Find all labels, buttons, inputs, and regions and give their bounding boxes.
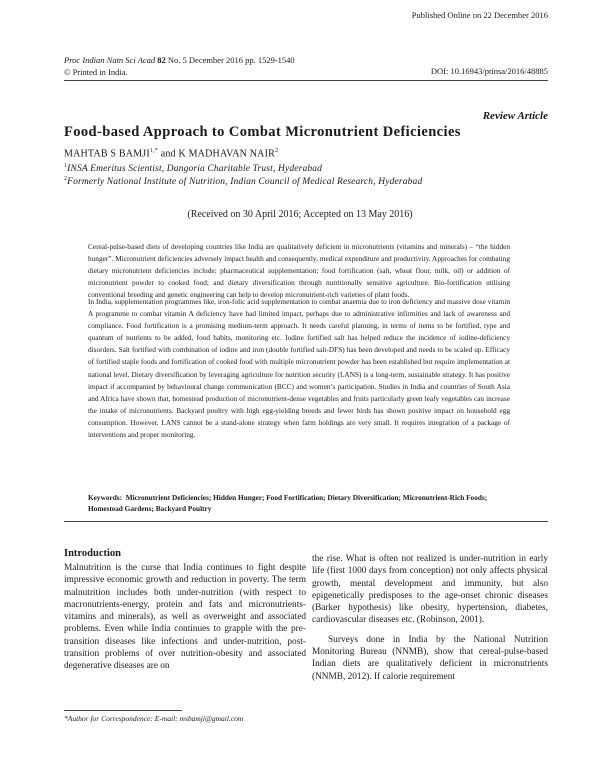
author-name: MAHTAB S BAMJI (64, 148, 150, 160)
journal-volume: 82 (157, 55, 166, 65)
author-conjunction: and (158, 148, 179, 160)
abstract-text: In India, supplementation programmes like, iron-folic acid supplementation to combat anaemia due to iron deficiency and massive dose vitamin A programme to combat vitamin A deficiency have had limited impact, perhaps due to administrative infirmities and lack of awareness and compliance. Food fortification is a promising medium-term approach. It needs careful planning, in terms of items to be fortified, type and quantum of nutrients to be added, food habits, monitoring etc. Iodine fortified salt has helped reduce the incidence of iodine-deficiency disorders. Salt fortified with combination of iodine and iron (double fortified salt-DFS) has been developed and needs to be scaled up. Efficacy of fortified staple foods and fortification of cooked food with multiple micronutrient powder has been established but require implementation at national level. Dietary diversification by leveraging agriculture for nutrition security (LANS) is a long-term, sustainable strategy. It has positive impact if accompanied by behavioural change communication (BCC) and women’s participation. Studies in India and countries of South Asia and Africa have shown that, homestead production of micronutrient-dense vegetables and fruits particularly green leafy vegetables can increase the intake of micronutrients. Backyard poultry with high egg-yielding breeds and fewer birds has shown positive impact on household egg consumption. However, LANS cannot be a stand-alone strategy when farm holdings are very small. It requires integration of a package of interventions and proper monitoring. (88, 297, 510, 440)
body-paragraph: Surveys done in India by the National Nutrition Monitoring Bureau (NNMB), show that cereal-pulse-based Indian diets are qualitatively deficient in micronutrients (NNMB, 2012). If calorie requirement (312, 634, 548, 682)
affiliation-text: Formerly National Institute of Nutrition, Indian Council of Medical Research, Hyderabad (67, 177, 423, 188)
abstract-text: Cereal-pulse-based diets of developing countries like India are qualitatively deficient in micronutrients (vitamins and minerals) – “the hidden hunger”. Micronutrient deficiencies adversely impact health and consequently, medical expenditure and productivity. Approaches for combating dietary micronutrient deficiencies include: pharmaceutical supplementation; food fortification (salt, wheat flour, milk, oil) or addition of micronutrient powder to cooked food; and dietary diversification through nutritionally sensitive agriculture. Bio-fortification utilising conventional breeding and genetic engineering can help to develop micronutrient-rich varieties of plant foods. (88, 242, 510, 300)
article-type: Review Article (482, 110, 548, 122)
copyright-line: © Printed in India. (64, 67, 128, 77)
body-paragraph: Malnutrition is the curse that India continues to fight despite impressive economic growth and reduction in poverty. The term malnutrition includes both under-nutrition (with respect to macronutrients-energy, protein and fats and micronutrients-vitamins and minerals), as well as overweight and associated problems. Even while India continues to grapple with the pre-transition diseases like infections and under-nutrition, post-transition problems of over nutrition-obesity and associated degenerative diseases are on (64, 563, 306, 672)
abstract-divider (64, 521, 548, 522)
journal-issue-pages: No. 5 December 2016 pp. 1529-1540 (167, 55, 295, 65)
body-paragraph: the rise. What is often not realized is under-nutrition in early life (first 1000 days from conception) not only affects physical growth, mental development and immunity, but also epigenetically predisposes to the age-onset chronic diseases (Barker hypothesis) like obesity, hypertension, diabetes, cardiovascular diseases etc. (Robinson, 2001). (312, 554, 548, 626)
affiliation-2 (64, 176, 422, 187)
section-heading: Introduction (64, 548, 121, 559)
body-column-right (312, 553, 548, 683)
journal-abbrev: Proc Indian Natn Sci Acad (64, 55, 156, 65)
author-superscript: 2 (275, 148, 279, 154)
author-line (64, 148, 278, 159)
affiliation-text: INSA Emeritus Scientist, Dangoria Charitable Trust, Hyderabad (67, 164, 323, 175)
header-divider (64, 80, 548, 81)
affiliation-superscript: 2 (64, 176, 68, 182)
abstract-paragraph (88, 241, 510, 301)
footnote-divider (64, 710, 182, 711)
doi-link[interactable]: DOI: 10.16943/ptinsa/2016/48885 (430, 66, 548, 76)
author-superscript: 1,* (149, 148, 159, 154)
received-dates: (Received on 30 April 2016; Accepted on 13 May 2016) (187, 209, 413, 220)
affiliation-1 (64, 163, 322, 174)
author-name: K MADHAVAN NAIR (178, 148, 275, 160)
body-column-left (64, 562, 306, 673)
keywords-list: Micronutrient Deficiencies; Hidden Hunger; Food Fortification; Dietary Diversification; Micronutrient-Rich Foods; Homestead Gardens; Backyard Poultry (88, 493, 488, 513)
affiliation-superscript: 1 (64, 163, 68, 169)
journal-citation (64, 54, 295, 78)
published-online-date: Published Online on 22 December 2016 (411, 10, 548, 20)
keywords (88, 492, 510, 514)
abstract-paragraph (88, 296, 510, 441)
keywords-label: Keywords: (88, 493, 123, 502)
correspondence-footnote: *Author for Correspondence: E-mail: msbamji@gmail.com (64, 714, 244, 723)
article-title: Food-based Approach to Combat Micronutrient Deficiencies (64, 124, 461, 140)
